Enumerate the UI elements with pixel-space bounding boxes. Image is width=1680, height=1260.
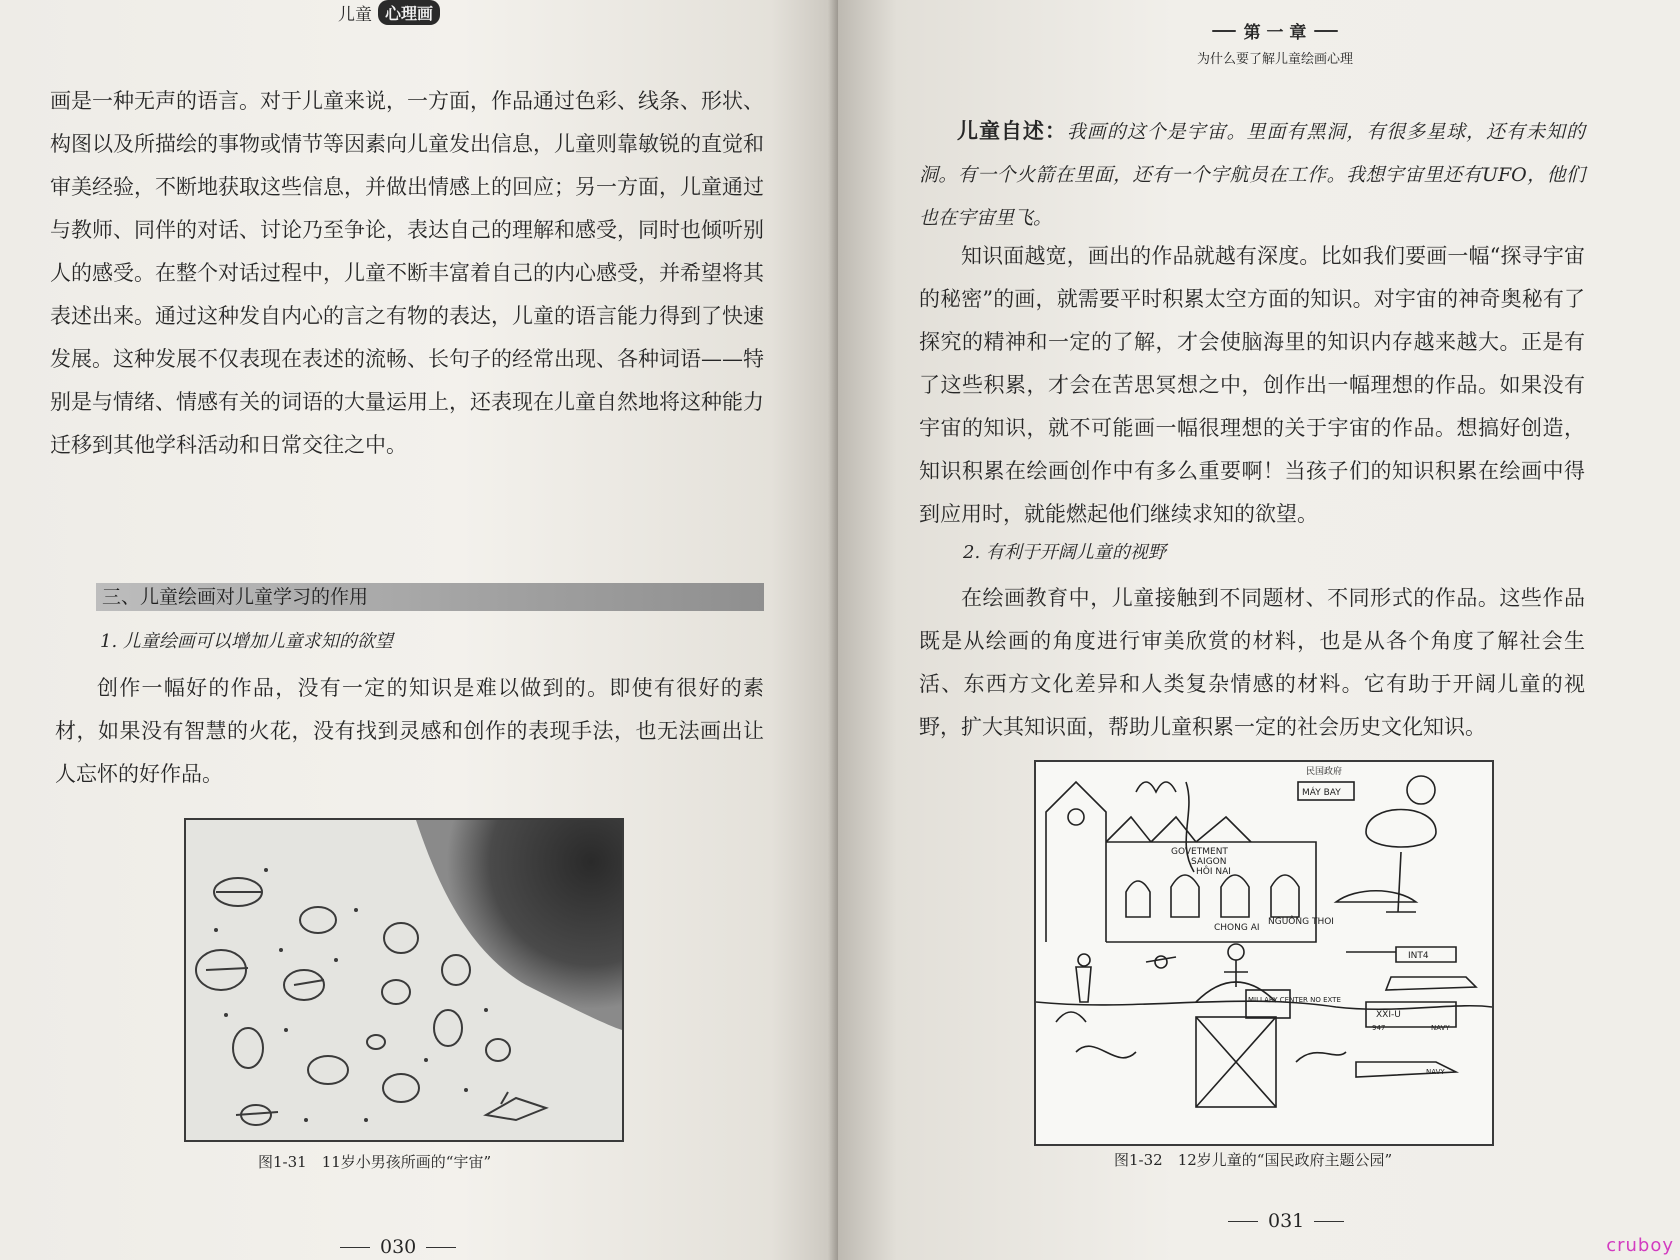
running-header bbox=[338, 0, 440, 25]
self-statement-text: 我画的这个是宇宙。里面有黑洞，有很多星球，还有未知的洞。有一个火箭在里面，还有一个宇航员在工作。我想宇宙里还有UFO，他们也在宇宙里飞。 bbox=[919, 121, 1585, 229]
label-top-sign: 民国政府 bbox=[1306, 767, 1343, 777]
ornament-left bbox=[1212, 30, 1236, 32]
figure-theme-park-drawing bbox=[1034, 760, 1494, 1146]
theme-park-drawing bbox=[1036, 762, 1492, 1144]
child-self-statement bbox=[919, 110, 1585, 240]
page-number-left-text: 030 bbox=[380, 1236, 417, 1258]
label-government: GOVETMENT bbox=[1171, 847, 1228, 857]
label-military: MILLARY CENTER NO EXTE bbox=[1248, 996, 1341, 1004]
right-paragraph-1 bbox=[919, 235, 1585, 536]
right-paragraph-1-text: 知识面越宽，画出的作品就越有深度。比如我们要画一幅“探寻宇宙的秘密”的画，就需要平时积累太空方面的知识。对宇宙的神奇奥秘有了探究的精神和一定的了解，才会使脑海里的知识内存越来越大。正是有了这些积累，才会在苦思冥想之中，创作出一幅理想的作品。如果没有宇宙的知识，就不可能画一幅很理想的关于宇宙的作品。想搞好创造，知识积累在绘画创作中有多么重要啊！当孩子们的知识积累在绘画中得到应用时，就能燃起他们继续求知的欲望。 bbox=[919, 244, 1585, 526]
right-page bbox=[838, 0, 1680, 1260]
label-chong-ai: CHONG AI bbox=[1214, 923, 1260, 933]
figure-1-31-caption: 图1-31 11岁小男孩所画的“宇宙” bbox=[258, 1153, 492, 1171]
label-navy-2: NAVY bbox=[1426, 1068, 1445, 1076]
label-may-bay: MÁY BAY bbox=[1302, 788, 1341, 798]
right-paragraph-2 bbox=[919, 577, 1585, 749]
right-paragraph-2-text: 在绘画教育中，儿童接触到不同题材、不同形式的作品。这些作品既是从绘画的角度进行审美欣赏的材料，也是从各个角度了解社会生活、东西方文化差异和人类复杂情感的材料。它有助于开阔儿童的视野，扩大其知识面，帮助儿童积累一定的社会历史文化知识。 bbox=[919, 586, 1585, 739]
chapter-title: 第 一 章 bbox=[1243, 23, 1307, 43]
chapter-subtitle: 为什么要了解儿童绘画心理 bbox=[1196, 52, 1353, 67]
left-page bbox=[0, 0, 838, 1260]
label-hoi-nai: HÔI NAI bbox=[1196, 867, 1231, 877]
subhead-2: 2. 有利于开阔儿童的视野 bbox=[963, 542, 1166, 563]
header-badge: 心理画 bbox=[378, 0, 440, 25]
label-navy-1: NAVY bbox=[1431, 1024, 1450, 1032]
chapter-header bbox=[1155, 18, 1395, 67]
label-saigon: SAIGON bbox=[1191, 857, 1227, 867]
left-paragraph-2-text: 创作一幅好的作品，没有一定的知识是难以做到的。即使有很好的素材，如果没有智慧的火花，没有找到灵感和创作的表现手法，也无法画出让人忘怀的好作品。 bbox=[55, 676, 764, 786]
left-paragraph-1-text: 画是一种无声的语言。对于儿童来说，一方面，作品通过色彩、线条、形状、构图以及所描绘的事物或情节等因素向儿童发出信息，儿童则靠敏锐的直觉和审美经验，不断地获取这些信息，并做出情感上的回应；另一方面，儿童通过与教师、同伴的对话、讨论乃至争论，表达自己的理解和感受，同时也倾听别人的感受。在整个对话过程中，儿童不断丰富着自己的内心感受，并希望将其表述出来。通过这种发自内心的言之有物的表达，儿童的语言能力得到了快速发展。这种发展不仅表现在表述的流畅、长句子的经常出现、各种词语——特别是与情绪、情感有关的词语的大量运用上，还表现在儿童自然地将这种能力迁移到其他学科活动和日常交往之中。 bbox=[50, 89, 764, 457]
figure-universe-drawing bbox=[184, 818, 624, 1142]
label-xxi-u: XXI-U bbox=[1376, 1010, 1401, 1020]
self-statement-label: 儿童自述： bbox=[957, 119, 1067, 143]
subhead-1: 1. 儿童绘画可以增加儿童求知的欲望 bbox=[100, 631, 393, 652]
header-prefix: 儿童 bbox=[338, 5, 372, 25]
page-number-right-text: 031 bbox=[1268, 1210, 1305, 1232]
label-tank: INT4 bbox=[1408, 951, 1429, 961]
label-nguong-thoi: NGUÔNG THOI bbox=[1268, 917, 1334, 927]
left-paragraph-2 bbox=[55, 667, 764, 796]
figure-1-32-caption: 图1-32 12岁儿童的“国民政府主题公园” bbox=[1114, 1151, 1393, 1169]
label-947: 947 bbox=[1372, 1024, 1386, 1032]
universe-drawing bbox=[186, 820, 622, 1140]
page-number-right bbox=[1228, 1210, 1344, 1232]
ornament-right bbox=[1314, 30, 1338, 32]
watermark-text: cruboy bbox=[1606, 1235, 1674, 1256]
section-title: 三、儿童绘画对儿童学习的作用 bbox=[102, 586, 369, 608]
left-paragraph-1 bbox=[50, 80, 764, 467]
page-number-left bbox=[340, 1236, 456, 1258]
